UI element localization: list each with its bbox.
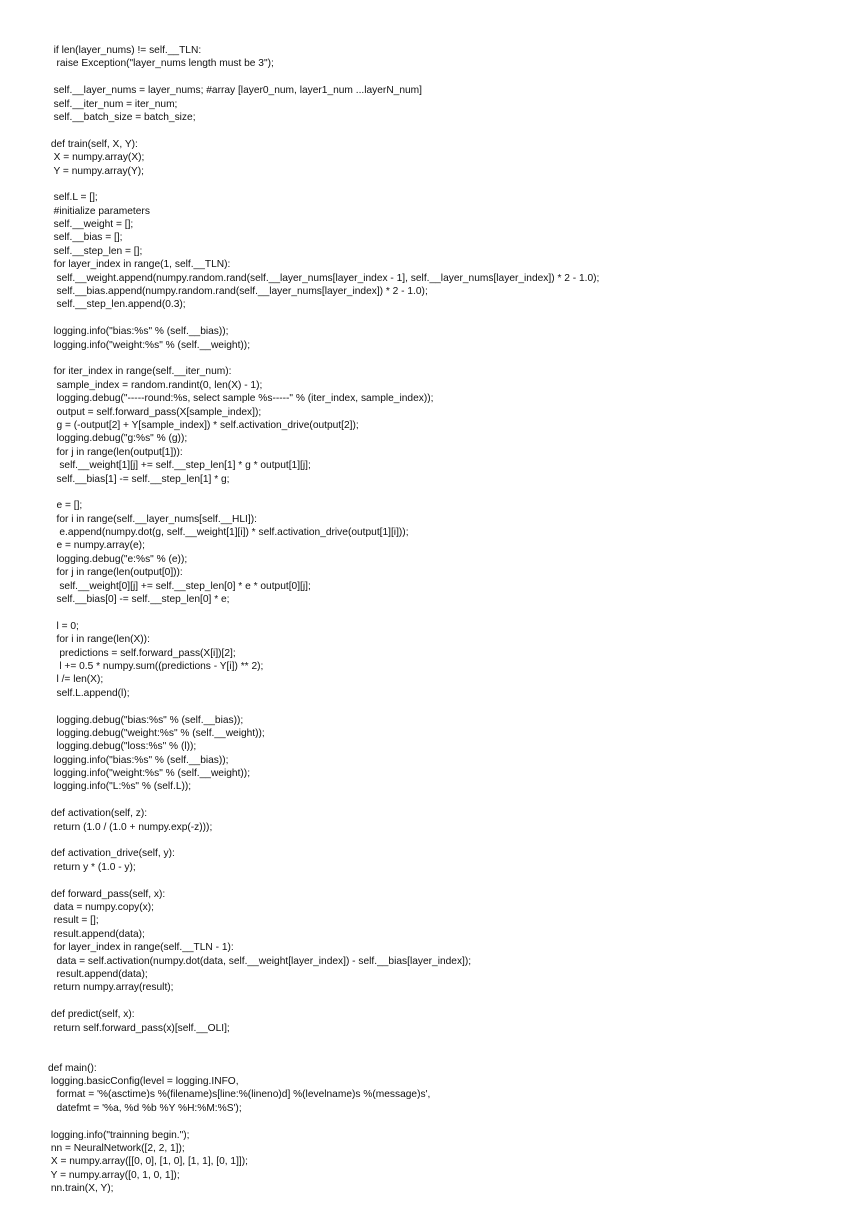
code-line: def train(self, X, Y): [48,138,138,150]
code-line: #initialize parameters [48,205,150,217]
code-line: for j in range(len(output[0])): [48,567,183,579]
code-line: raise Exception("layer_nums length must be 3"); [48,58,274,70]
code-line: self.__weight[1][j] += self.__step_len[1] * g * output[1][j]; [48,460,311,472]
code-line: l /= len(X); [48,674,104,686]
code-line: datefmt = '%a, %d %b %Y %H:%M:%S'); [48,1102,242,1114]
code-line: e = numpy.array(e); [48,540,145,552]
code-line: result = []; [48,915,99,927]
code-line: self.__weight = []; [48,219,134,231]
code-line: self.__iter_num = iter_num; [48,98,178,110]
code-line [48,834,599,847]
code-line: format = '%(asctime)s %(filename)s[line:%(lineno)d] %(levelname)s %(message)s', [48,1089,431,1101]
code-line [48,71,599,84]
code-line: result.append(data); [48,928,145,940]
code-line: logging.info("trainning begin."); [48,1129,190,1141]
code-line [48,312,599,325]
code-line: logging.debug("e:%s" % (e)); [48,553,188,565]
code-line: for layer_index in range(self.__TLN - 1): [48,942,234,954]
code-line: logging.info("L:%s" % (self.L)); [48,781,192,793]
code-line: for i in range(self.__layer_nums[self.__HLI]): [48,513,257,525]
code-line: self.L.append(l); [48,687,130,699]
code-line: logging.basicConfig(level = logging.INFO, [48,1076,239,1088]
code-line: sample_index = random.randint(0, len(X) - 1); [48,379,263,391]
code-line: e = []; [48,500,83,512]
code-line: for i in range(len(X)): [48,634,150,646]
code-line: output = self.forward_pass(X[sample_index]); [48,406,262,418]
code-listing [48,44,599,1196]
code-line: return self.forward_pass(x)[self.__OLI]; [48,1022,230,1034]
code-line: def main(): [48,1062,97,1074]
code-line: for iter_index in range(self.__iter_num): [48,366,232,378]
code-line: logging.info("bias:%s" % (self.__bias)); [48,754,229,766]
code-line: return (1.0 / (1.0 + numpy.exp(-z))); [48,821,213,833]
code-line: self.__bias[1] -= self.__step_len[1] * g; [48,473,230,485]
code-line: X = numpy.array(X); [48,152,145,164]
code-line: l = 0; [48,620,79,632]
code-line: def predict(self, x): [48,1009,135,1021]
code-line [48,794,599,807]
code-line: logging.debug("g:%s" % (g)); [48,433,188,445]
code-line: data = numpy.copy(x); [48,902,154,913]
code-line: Y = numpy.array([0, 1, 0, 1]); [48,1169,180,1181]
code-line [48,124,599,137]
code-line: logging.debug("loss:%s" % (l)); [48,741,197,753]
code-line: result.append(data); [48,968,148,980]
code-line: for j in range(len(output[1])): [48,446,183,458]
code-line: nn.train(X, Y); [48,1183,114,1195]
code-line: self.__weight[0][j] += self.__step_len[0] * e * output[0][j]; [48,580,311,592]
code-line [48,486,599,499]
code-line: Y = numpy.array(Y); [48,165,144,177]
code-line: self.__bias = []; [48,232,123,244]
code-line: X = numpy.array([[0, 0], [1, 0], [1, 1], [0, 1]]); [48,1156,248,1168]
code-line: def activation(self, z): [48,808,148,820]
code-line: self.__step_len.append(0.3); [48,299,186,311]
code-line: data = self.activation(numpy.dot(data, self.__weight[layer_index]) - self.__bias[layer_index]); [48,955,472,967]
code-line [48,995,599,1008]
code-line: return numpy.array(result); [48,982,174,994]
code-line: if len(layer_nums) != self.__TLN: [48,45,202,56]
code-line: return y * (1.0 - y); [48,861,136,873]
code-line [48,1048,599,1061]
code-line: logging.info("bias:%s" % (self.__bias)); [48,326,229,338]
code-line: def activation_drive(self, y): [48,848,175,860]
code-line: nn = NeuralNetwork([2, 2, 1]); [48,1143,185,1155]
code-line [48,1115,599,1128]
code-line: self.__weight.append(numpy.random.rand(self.__layer_nums[layer_index - 1], self.__layer_nums[layer_index]) * 2 - 1.0); [48,272,600,284]
code-line: logging.debug("bias:%s" % (self.__bias)); [48,714,244,726]
code-line: logging.info("weight:%s" % (self.__weight)); [48,768,251,780]
code-line: self.L = []; [48,192,98,204]
code-line: self.__layer_nums = layer_nums; #array [layer0_num, layer1_num ...layerN_num] [48,85,422,97]
code-line [48,874,599,887]
code-line: e.append(numpy.dot(g, self.__weight[1][i]) * self.activation_drive(output[1][i])); [48,527,409,539]
code-line [48,700,599,713]
code-line: logging.debug("weight:%s" % (self.__weight)); [48,727,265,739]
code-line [48,606,599,619]
code-line [48,178,599,191]
code-line [48,1035,599,1048]
code-line: self.__step_len = []; [48,245,143,257]
code-line: logging.info("weight:%s" % (self.__weight)); [48,339,251,351]
code-line: g = (-output[2] + Y[sample_index]) * self.activation_drive(output[2]); [48,419,359,431]
code-line [48,352,599,365]
code-line: predictions = self.forward_pass(X[i])[2]; [48,647,236,659]
code-line: for layer_index in range(1, self.__TLN): [48,259,231,271]
code-line: logging.debug("-----round:%s, select sample %s-----" % (iter_index, sample_index)); [48,393,434,405]
code-line: self.__bias[0] -= self.__step_len[0] * e; [48,594,230,606]
code-line: l += 0.5 * numpy.sum((predictions - Y[i]) ** 2); [48,660,264,672]
code-line: self.__batch_size = batch_size; [48,111,196,123]
code-line: self.__bias.append(numpy.random.rand(self.__layer_nums[layer_index]) * 2 - 1.0); [48,286,428,298]
code-line: def forward_pass(self, x): [48,888,166,900]
